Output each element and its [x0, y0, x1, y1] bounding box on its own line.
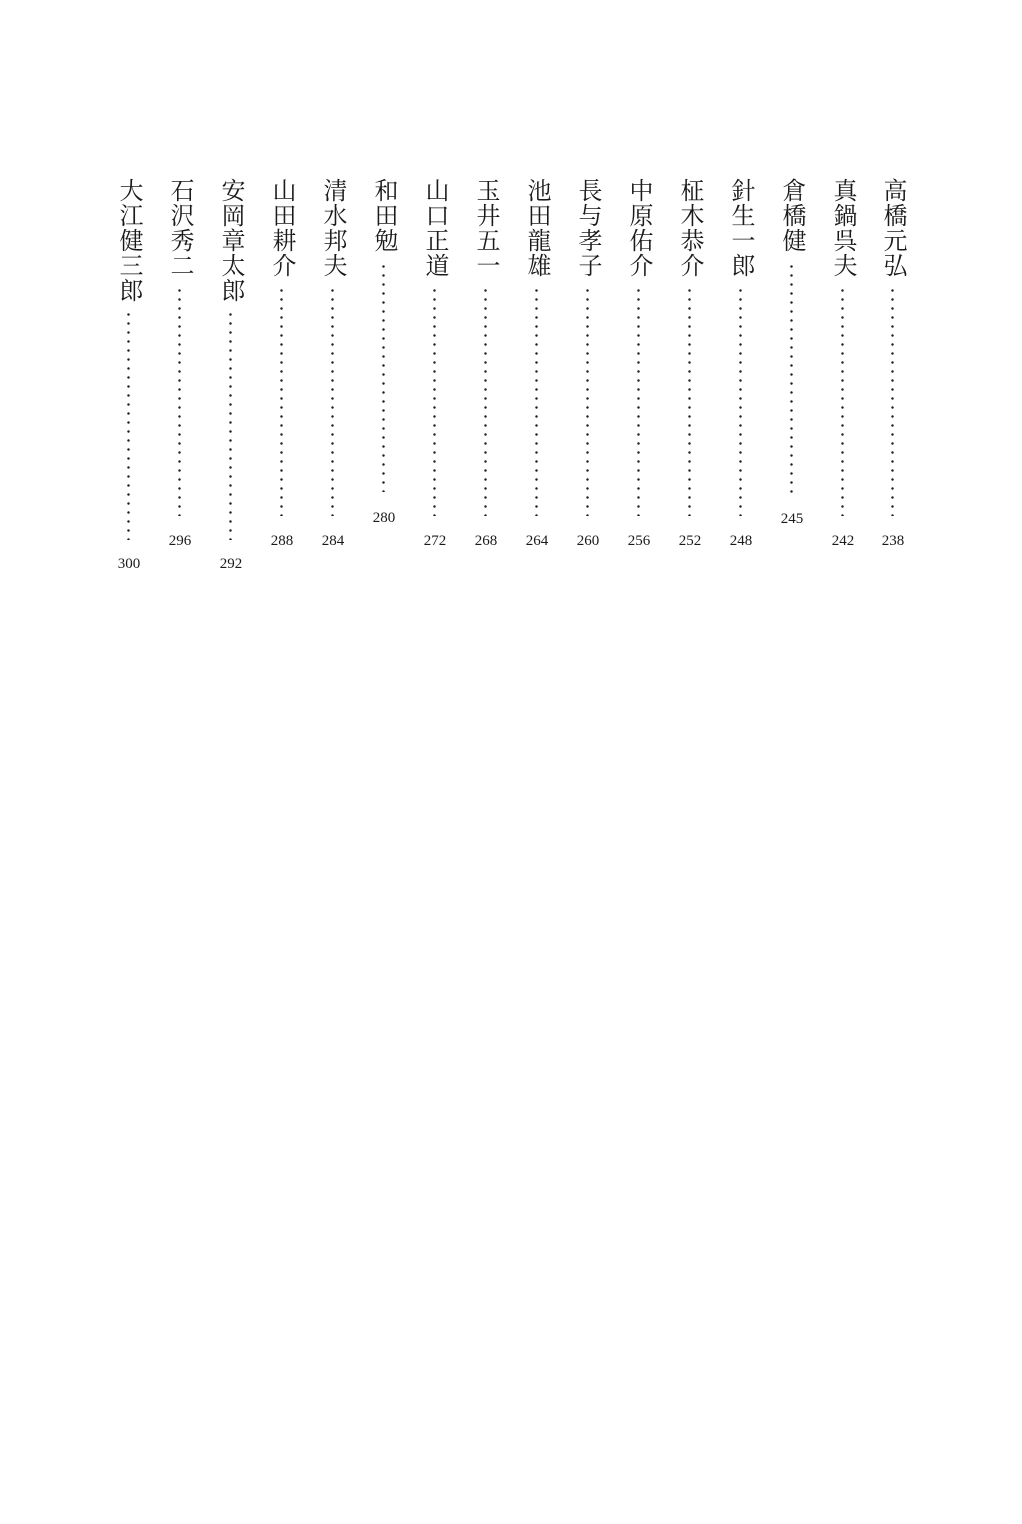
toc-entry-masaki	[670, 0, 710, 600]
dot-leader	[841, 286, 844, 516]
author-name: 山口正道	[421, 178, 449, 278]
dot-leader	[433, 286, 436, 516]
dot-leader	[178, 286, 181, 516]
author-name: 玉井五一	[472, 178, 500, 278]
page-number: 238	[881, 533, 905, 549]
author-name: 倉橋健	[778, 178, 806, 253]
page-number: 248	[729, 533, 753, 549]
page-number: 256	[627, 533, 651, 549]
toc-entry-yamada	[262, 0, 302, 600]
toc-entry-tamai	[466, 0, 506, 600]
dot-leader	[229, 310, 232, 540]
author-name: 中原佑介	[625, 178, 653, 278]
author-name: 大江健三郎	[115, 178, 143, 303]
toc-entry-nagayo	[568, 0, 608, 600]
dot-leader	[790, 262, 793, 494]
toc-entry-ishizawa	[160, 0, 200, 600]
toc-entry-shimizu	[313, 0, 353, 600]
dot-leader	[688, 286, 691, 516]
dot-leader	[331, 286, 334, 516]
page-number: 260	[576, 533, 600, 549]
page-number: 300	[117, 556, 141, 572]
toc-entry-oe	[109, 0, 149, 600]
toc-entry-nakahara	[619, 0, 659, 600]
toc-entry-manabe	[823, 0, 863, 600]
page-number: 245	[780, 511, 804, 527]
page-number: 252	[678, 533, 702, 549]
toc-entry-takahashi	[873, 0, 913, 600]
dot-leader	[127, 310, 130, 540]
author-name: 長与孝子	[574, 178, 602, 278]
dot-leader	[535, 286, 538, 516]
page-number: 264	[525, 533, 549, 549]
page-number: 288	[270, 533, 294, 549]
author-name: 高橋元弘	[879, 178, 907, 278]
dot-leader	[637, 286, 640, 516]
dot-leader	[382, 262, 385, 492]
toc-entry-ikeda	[517, 0, 557, 600]
author-name: 池田龍雄	[523, 178, 551, 278]
page-number: 284	[321, 533, 345, 549]
dot-leader	[484, 286, 487, 516]
dot-leader	[739, 286, 742, 516]
author-name: 和田勉	[370, 178, 398, 253]
page-number: 242	[831, 533, 855, 549]
author-name: 真鍋呉夫	[829, 178, 857, 278]
toc-entry-yasuoka	[211, 0, 251, 600]
page-number: 280	[372, 510, 396, 526]
author-name: 安岡章太郎	[217, 178, 245, 303]
page-number: 296	[168, 533, 192, 549]
dot-leader	[280, 286, 283, 516]
toc-entry-hariu	[721, 0, 761, 600]
page-number: 272	[423, 533, 447, 549]
author-name: 清水邦夫	[319, 178, 347, 278]
dot-leader	[891, 286, 894, 516]
author-name: 針生一郎	[727, 178, 755, 278]
toc-entry-yamaguchi	[415, 0, 455, 600]
author-name: 柾木恭介	[676, 178, 704, 278]
page-number: 268	[474, 533, 498, 549]
author-name: 石沢秀二	[166, 178, 194, 278]
toc-entry-kurahashi	[772, 0, 812, 600]
page-number: 292	[219, 556, 243, 572]
author-name: 山田耕介	[268, 178, 296, 278]
dot-leader	[586, 286, 589, 516]
toc-entry-wada	[364, 0, 404, 600]
